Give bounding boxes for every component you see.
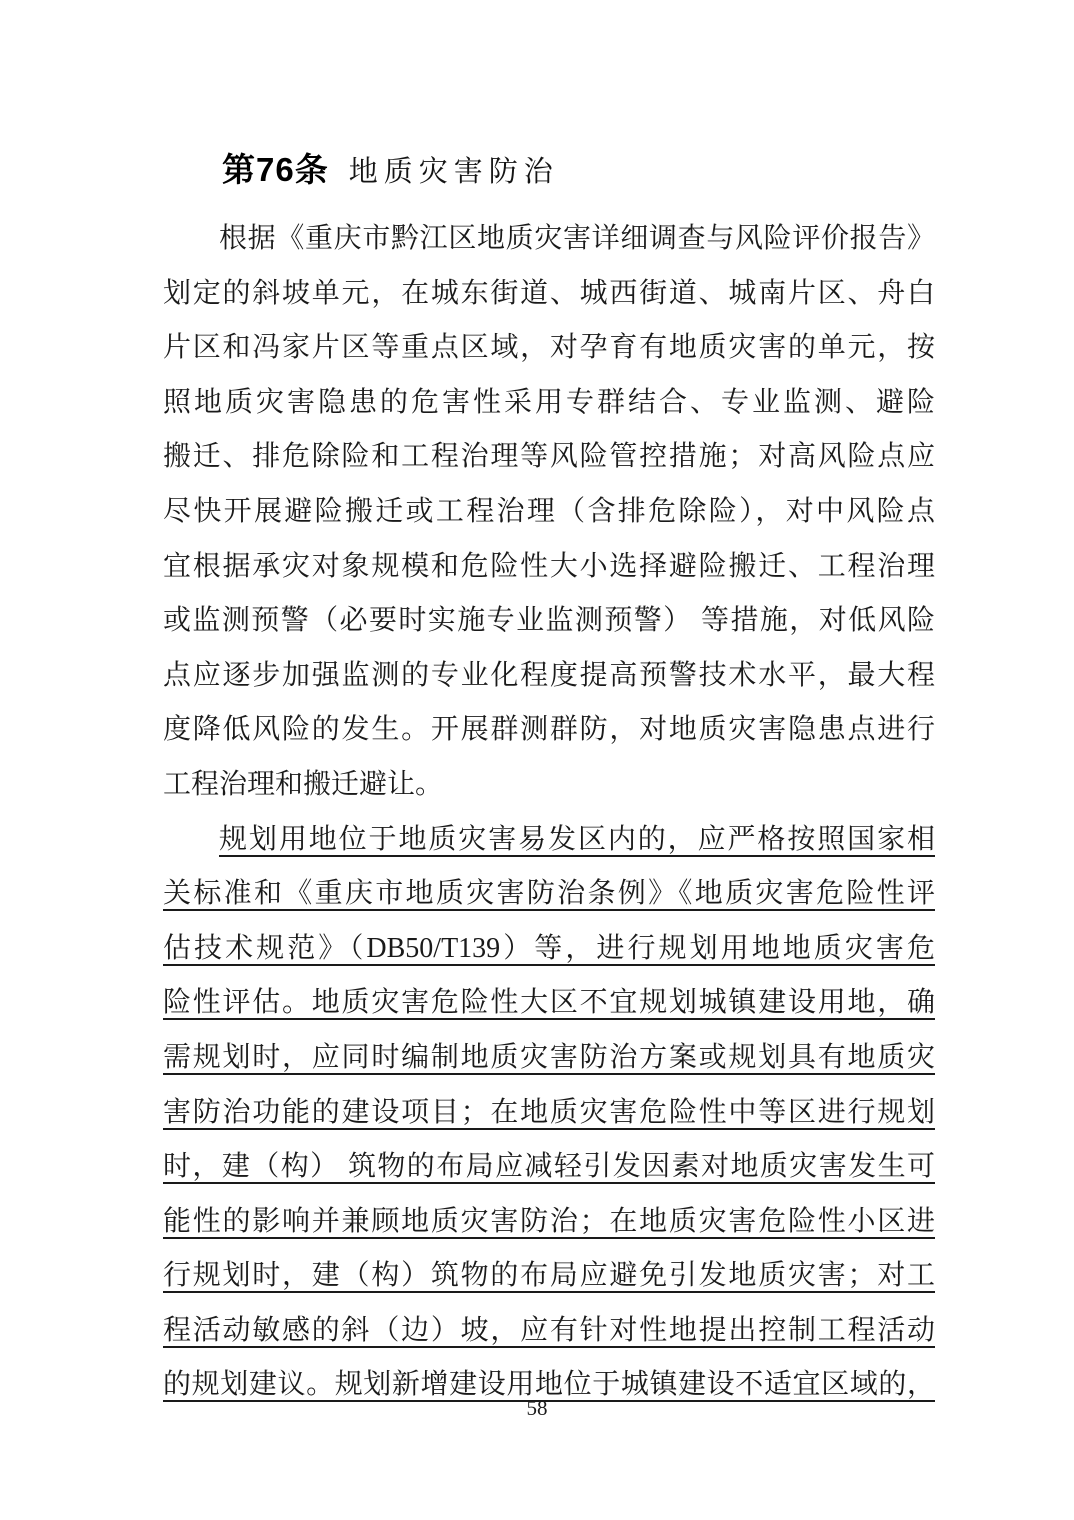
text-line: 害防治功能的建设项目；在地质灾害危险性中等区进行规划: [163, 1096, 935, 1128]
text-line: 估技术规范》（DB50/T139）等，进行规划用地地质灾害危: [163, 932, 935, 964]
text-line: 根据《重庆市黔江区地质灾害详细调查与风险评价报告》: [219, 223, 935, 254]
text-line: 宜根据承灾对象规模和危险性大小选择避险搬迁、工程治理: [163, 550, 935, 582]
text-line: 点应逐步加强监测的专业化程度提高预警技术水平，最大程: [163, 659, 935, 691]
article-number: 第76条: [222, 151, 329, 188]
text-line: 需规划时，应同时编制地质灾害防治方案或规划具有地质灾: [163, 1041, 935, 1073]
text-line: 搬迁、排危除险和工程治理等风险管控措施；对高风险点应: [163, 441, 935, 473]
paragraph-planning-land-requirements: [163, 813, 935, 1414]
text-line: 能性的影响并兼顾地质灾害防治；在地质灾害危险性小区进: [163, 1205, 935, 1237]
article-heading: [163, 148, 935, 192]
text-line: 规划用地位于地质灾害易发区内的，应严格按照国家相: [219, 823, 935, 855]
text-line: 的规划建议。规划新增建设用地位于城镇建设不适宜区域的，: [163, 1369, 935, 1401]
text-line: 时，建（构） 筑物的布局应减轻引发因素对地质灾害发生可: [163, 1151, 935, 1183]
text-line: 关标准和《重庆市地质灾害防治条例》《地质灾害危险性评: [163, 878, 935, 910]
text-line: 片区和冯家片区等重点区域，对孕育有地质灾害的单元，按: [163, 332, 935, 364]
text-line: 或监测预警（必要时实施专业监测预警） 等措施，对低风险: [163, 605, 935, 637]
text-line: 度降低风险的发生。开展群测群防，对地质灾害隐患点进行: [163, 714, 935, 746]
text-line: 划定的斜坡单元，在城东街道、城西街道、城南片区、舟白: [163, 277, 935, 309]
text-line: 尽快开展避险搬迁或工程治理（含排危除险），对中风险点: [163, 495, 935, 527]
page-number: 58: [526, 1396, 548, 1420]
text-line: 程活动敏感的斜（边）坡，应有针对性地提出控制工程活动: [163, 1314, 935, 1346]
paragraph-risk-control-measures: [163, 212, 935, 813]
text-line: 工程治理和搬迁避让。: [163, 768, 444, 800]
page-content: [163, 148, 935, 1413]
text-line: 照地质灾害隐患的危害性采用专群结合、专业监测、避险: [163, 386, 935, 418]
article-title: 地质灾害防治: [348, 156, 559, 188]
text-line: 险性评估。地质灾害危险性大区不宜规划城镇建设用地，确: [163, 987, 935, 1019]
text-line: 行规划时，建（构）筑物的布局应避免引发地质灾害；对工: [163, 1260, 935, 1292]
